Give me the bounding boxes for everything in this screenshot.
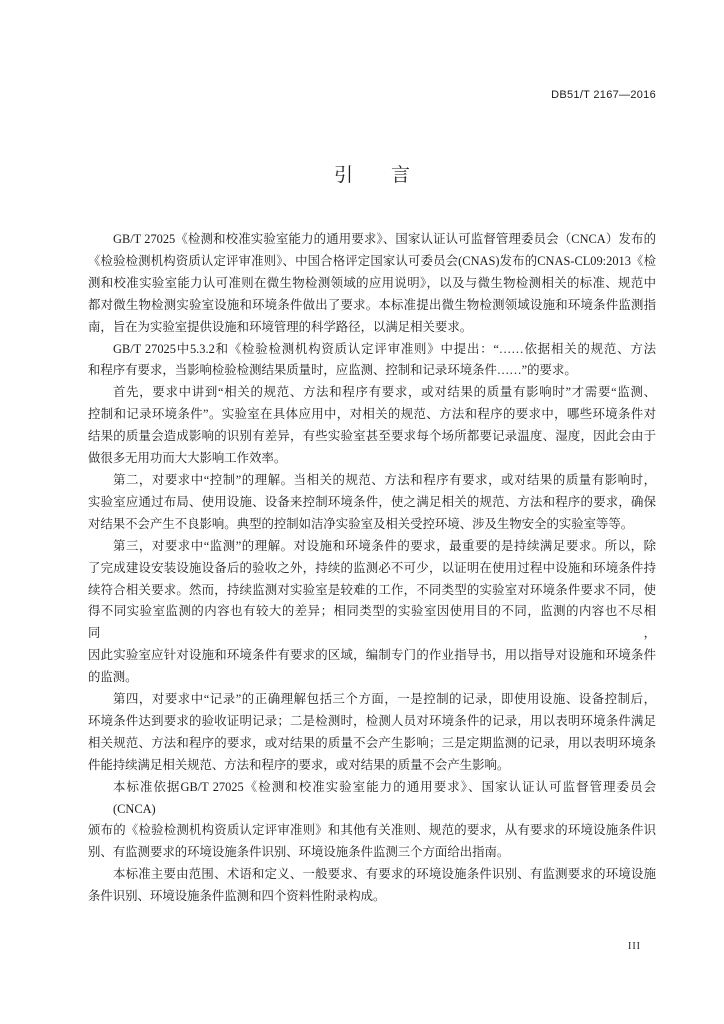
- paragraph-line: 颁布的《检验检测机构资质认定评审准则》和其他有关准则、规范的要求，从有要求的环境设施条件识: [88, 823, 656, 838]
- paragraph: [88, 777, 656, 865]
- paragraph-line: 第四，对要求中“记录”的正确理解包括三个方面，一是控制的记录，即使用设施、设备控制后，: [113, 692, 656, 707]
- paragraph-line: 条件识别、环境设施条件监测和四个资料性附录构成。: [88, 889, 386, 904]
- paragraph-line: 环境条件达到要求的验收证明记录；二是检测时，检测人员对环境条件的记录，用以表明环境条件满足: [88, 713, 656, 728]
- paragraph-line: 件能持续满足相关规范、方法和程序的要求，或对结果的质量不会产生影响。: [88, 757, 510, 772]
- paragraph: [88, 864, 656, 908]
- paragraph: [88, 339, 656, 383]
- paragraph-line: 的监测。: [88, 670, 138, 685]
- paragraph-line: 南，旨在为实验室提供设施和环境管理的科学路径，以满足相关要求。: [88, 319, 473, 334]
- paragraph-line: 本标准依据GB/T 27025《检测和校准实验室能力的通用要求》、国家认证认可监督管理委员会(CNCA): [113, 779, 656, 816]
- paragraph-line: GB/T 27025《检测和校准实验室能力的通用要求》、国家认证认可监督管理委员会（CNCA）发布的: [113, 232, 656, 246]
- paragraph-line: 本标准主要由范围、术语和定义、一般要求、有要求的环境设施条件识别、有监测要求的环境设施: [113, 867, 656, 882]
- paragraph-line: 得不同实验室监测的内容也有较大的差异；相同类型的实验室因使用目的不同，监测的内容也不尽相同，: [88, 604, 656, 641]
- paragraph-line: 别、有监测要求的环境设施条件识别、环境设施条件监测三个方面给出指南。: [88, 845, 510, 860]
- paragraph-line: 了完成建设安装设施设备后的验收之外，持续的监测必不可少，以证明在使用过程中设施和环境条件持: [88, 560, 656, 575]
- document-code: DB51/T 2167—2016: [551, 89, 656, 101]
- paragraph-line: 控制和记录环境条件”。实验室在具体应用中，对相关的规范、方法和程序的要求中，哪些环境条件对: [88, 407, 656, 422]
- paragraph: [88, 689, 656, 777]
- paragraph-line: 相关规范、方法和程序的要求，或对结果的质量不会产生影响；三是定期监测的记录，用以表明环境条: [88, 735, 656, 750]
- paragraph: [88, 229, 656, 339]
- paragraph-line: 续符合相关要求。然而，持续监测对实验室是较难的工作，不同类型的实验室对环境条件要求不同，使: [88, 582, 656, 597]
- paragraph-line: 做很多无用功而大大影响工作效率。: [88, 451, 287, 466]
- paragraph-line: 第三，对要求中“监测”的理解。对设施和环境条件的要求，最重要的是持续满足要求。所以，除: [113, 538, 656, 553]
- paragraph-line: 实验室应通过布局、使用设施、设备来控制环境条件，使之满足相关的规范、方法和程序的要求，确保: [88, 494, 656, 509]
- paragraph-line: 《检验检测机构资质认定评审准则》、中国合格评定国家认可委员会(CNAS)发布的CNAS-CL09:2013《检: [88, 253, 656, 268]
- page-title: 引 言: [333, 164, 410, 186]
- paragraph-line: 首先，要求中讲到“相关的规范、方法和程序有要求，或对结果的质量有影响时”才需要“监测、: [113, 385, 656, 400]
- paragraph-line: 因此实验室应针对设施和环境条件有要求的区域，编制专门的作业指导书，用以指导对设施和环境条件: [88, 648, 656, 663]
- paragraph-line: GB/T 27025中5.3.2和《检验检测机构资质认定评审准则》中提出：“……依据相关的规范、方法: [113, 341, 656, 356]
- paragraph-line: 结果的质量会造成影响的识别有差异，有些实验室甚至要求每个场所都要记录温度、湿度，因此会由于: [88, 429, 656, 444]
- paragraph: [88, 470, 656, 536]
- paragraph-line: 和程序有要求，当影响检验检测结果质量时，应监测、控制和记录环境条件……”的要求。: [88, 363, 577, 378]
- paragraph: [88, 382, 656, 470]
- paragraph-line: 第二，对要求中“控制”的理解。当相关的规范、方法和程序有要求，或对结果的质量有影响时，: [113, 472, 656, 487]
- page-number: III: [628, 941, 641, 952]
- paragraph: [88, 536, 656, 689]
- introduction-body: [88, 229, 656, 908]
- paragraph-line: 都对微生物检测实验室设施和环境条件做出了要求。本标准提出微生物检测领域设施和环境条件监测指: [88, 297, 656, 312]
- paragraph-line: 测和校准实验室能力认可准则在微生物检测领域的应用说明》，以及与微生物检测相关的标准、规范中: [88, 275, 656, 290]
- paragraph-line: 对结果不会产生不良影响。典型的控制如洁净实验室及相关受控环境、涉及生物安全的实验室等等。: [88, 516, 634, 531]
